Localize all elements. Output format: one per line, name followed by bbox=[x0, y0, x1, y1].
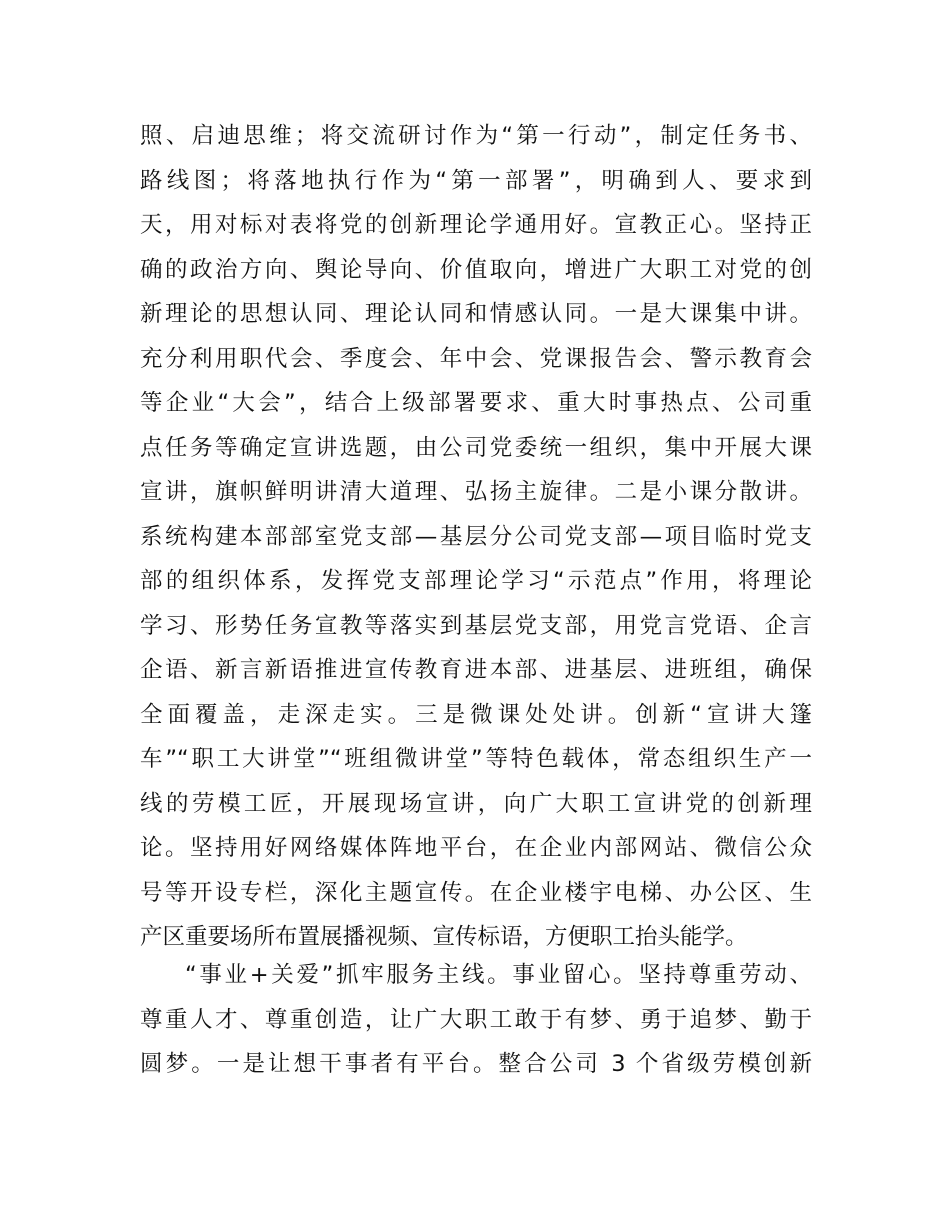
text-line: 尊重人才、尊重创造，让广大职工敢于有梦、勇于追梦、勤于 bbox=[140, 1006, 812, 1033]
text-line: 线的劳模工匠，开展现场宣讲，向广大职工宣讲党的创新理 bbox=[140, 790, 812, 817]
text-line: 路线图；将落地执行作为“第一部署”，明确到人、要求到 bbox=[140, 167, 812, 194]
text-line: “事业+关爱”抓牢服务主线。事业留心。坚持尊重劳动、 bbox=[185, 962, 812, 988]
text-line: 学习、形势任务宣教等落实到基层党支部，用党言党语、企言 bbox=[140, 612, 812, 639]
text-line: 宣讲，旗帜鲜明讲清大道理、弘扬主旋律。二是小课分散讲。 bbox=[140, 479, 812, 505]
text-line: 圆梦。一是让想干事者有平台。整合公司 3 个省级劳模创新 bbox=[140, 1051, 812, 1077]
text-line: 企语、新言新语推进宣传教育进本部、进基层、进班组，确保 bbox=[140, 657, 812, 683]
text-line: 号等开设专栏，深化主题宣传。在企业楼宇电梯、办公区、生 bbox=[140, 879, 812, 906]
body-paragraph bbox=[140, 114, 812, 960]
text-line: 照、启迪思维；将交流研讨作为“第一行动”，制定任务书、 bbox=[140, 123, 812, 149]
text-line: 系统构建本部部室党支部—基层分公司党支部—项目临时党支 bbox=[140, 523, 812, 550]
body-paragraph bbox=[140, 953, 812, 1087]
text-line: 车”“职工大讲堂”“班组微讲堂”等特色载体，常态组织生产一 bbox=[140, 746, 812, 772]
text-line: 产区重要场所布置展播视频、宣传标语，方便职工抬头能学。 bbox=[140, 924, 748, 950]
text-line: 等企业“大会”，结合上级部署要求、重大时事热点、公司重 bbox=[140, 390, 812, 416]
text-line: 部的组织体系，发挥党支部理论学习“示范点”作用，将理论 bbox=[140, 568, 812, 594]
text-line: 论。坚持用好网络媒体阵地平台，在企业内部网站、微信公众 bbox=[140, 835, 812, 861]
text-line: 全面覆盖，走深走实。三是微课处处讲。创新“宣讲大篷 bbox=[140, 701, 812, 728]
text-line: 点任务等确定宣讲选题，由公司党委统一组织，集中开展大课 bbox=[140, 434, 812, 461]
text-line: 天，用对标对表将党的创新理论学通用好。宣教正心。坚持正 bbox=[140, 212, 812, 238]
text-line: 确的政治方向、舆论导向、价值取向，增进广大职工对党的创 bbox=[140, 256, 812, 283]
text-line: 充分利用职代会、季度会、年中会、党课报告会、警示教育会 bbox=[140, 345, 812, 372]
text-line: 新理论的思想认同、理论认同和情感认同。一是大课集中讲。 bbox=[140, 301, 812, 327]
